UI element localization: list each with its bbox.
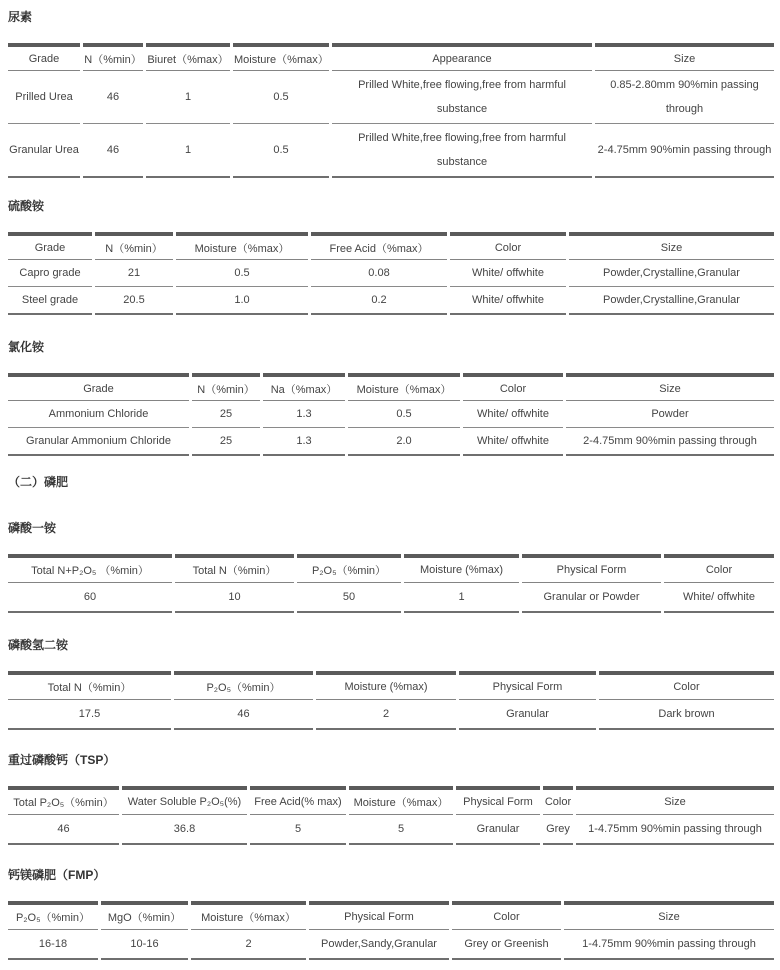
table-cell: Prilled White,free flowing,free from harmful substance — [332, 124, 592, 178]
table-cell: 0.5 — [233, 71, 329, 124]
table-cell: 16-18 — [8, 930, 98, 960]
table-cell: 0.5 — [176, 260, 308, 287]
section-dap — [5, 637, 780, 730]
table-cell: Steel grade — [8, 287, 92, 315]
section-title-ammonium-sulfate: 硫酸铵 — [8, 199, 45, 213]
table-cell: 2-4.75mm 90%min passing through — [595, 124, 774, 178]
map-table — [5, 554, 777, 613]
table-cell: 2-4.75mm 90%min passing through — [566, 428, 774, 456]
ammonium-sulfate-table — [5, 232, 777, 315]
table-cell: 1 — [146, 124, 230, 178]
column-header: Physical Form — [456, 786, 540, 815]
column-header: Moisture (%max) — [404, 554, 519, 583]
column-header: Total N（%min） — [8, 671, 171, 700]
table-cell: 1 — [146, 71, 230, 124]
table-cell: White/ offwhite — [463, 428, 563, 456]
table-row — [8, 583, 774, 613]
table-cell: 0.85-2.80mm 90%min passing through — [595, 71, 774, 124]
table-cell: 60 — [8, 583, 172, 613]
table-cell: 10-16 — [101, 930, 188, 960]
column-header: Free Acid（%max） — [311, 232, 447, 260]
table-cell: 1-4.75mm 90%min passing through — [564, 930, 774, 960]
column-header: Grade — [8, 373, 189, 401]
urea-table — [5, 43, 777, 178]
table-cell: 1.3 — [263, 401, 345, 428]
table-cell: 46 — [83, 124, 143, 178]
section-title-tsp: 重过磷酸钙（TSP） — [8, 753, 116, 767]
table-cell: 50 — [297, 583, 401, 613]
column-header: N（%min） — [192, 373, 260, 401]
column-header: Size — [566, 373, 774, 401]
section-fmp — [5, 867, 780, 960]
section-ammonium-sulfate — [5, 198, 780, 315]
section-title-urea: 尿素 — [8, 10, 33, 24]
column-header: Color — [463, 373, 563, 401]
table-cell: White/ offwhite — [450, 260, 566, 287]
table-row — [8, 71, 774, 124]
tsp-table — [5, 786, 777, 845]
table-cell: Prilled Urea — [8, 71, 80, 124]
column-header: Grade — [8, 232, 92, 260]
table-cell: Granular Urea — [8, 124, 80, 178]
column-header: Moisture（%max） — [348, 373, 460, 401]
column-header: Moisture（%max） — [191, 901, 306, 930]
table-cell: Ammonium Chloride — [8, 401, 189, 428]
column-header: Moisture（%max） — [233, 43, 329, 71]
table-row — [8, 428, 774, 456]
section-map — [5, 520, 780, 613]
fmp-table — [5, 901, 777, 960]
column-header: Size — [569, 232, 774, 260]
table-cell: 20.5 — [95, 287, 173, 315]
column-header: Size — [576, 786, 774, 815]
column-header: P₂O₅（%min） — [8, 901, 98, 930]
column-header: Na（%max） — [263, 373, 345, 401]
table-cell: 25 — [192, 428, 260, 456]
table-cell: Dark brown — [599, 700, 774, 730]
table-cell: Grey — [543, 815, 573, 845]
table-cell: 46 — [8, 815, 119, 845]
column-header: Physical Form — [309, 901, 449, 930]
table-cell: 46 — [174, 700, 313, 730]
column-header: Moisture（%max） — [176, 232, 308, 260]
column-header: P₂O₅（%min） — [174, 671, 313, 700]
header-row — [8, 671, 774, 700]
table-cell: 0.08 — [311, 260, 447, 287]
section-title-fmp: 钙镁磷肥（FMP） — [8, 868, 106, 882]
section-title-map: 磷酸一铵 — [8, 521, 57, 535]
table-cell: 1 — [404, 583, 519, 613]
dap-table — [5, 671, 777, 730]
table-cell: Granular or Powder — [522, 583, 661, 613]
ammonium-chloride-table — [5, 373, 777, 456]
table-cell: Powder,Crystalline,Granular — [569, 287, 774, 315]
table-cell: 1.3 — [263, 428, 345, 456]
table-cell: 17.5 — [8, 700, 171, 730]
column-header: Grade — [8, 43, 80, 71]
column-header: N（%min） — [95, 232, 173, 260]
phosphate-section-heading: （二）磷肥 — [8, 475, 69, 489]
table-cell: 10 — [175, 583, 294, 613]
table-cell: 0.2 — [311, 287, 447, 315]
table-row — [8, 124, 774, 178]
table-cell: 46 — [83, 71, 143, 124]
header-row — [8, 786, 774, 815]
table-cell: 2 — [316, 700, 456, 730]
table-cell: Powder,Crystalline,Granular — [569, 260, 774, 287]
column-header: Color — [599, 671, 774, 700]
table-row — [8, 700, 774, 730]
column-header: Biuret（%max） — [146, 43, 230, 71]
column-header: Moisture（%max） — [349, 786, 453, 815]
table-cell: Granular Ammonium Chloride — [8, 428, 189, 456]
table-cell: 1.0 — [176, 287, 308, 315]
column-header: P₂O₅（%min） — [297, 554, 401, 583]
table-cell: White/ offwhite — [664, 583, 774, 613]
table-cell: 36.8 — [122, 815, 247, 845]
table-cell: White/ offwhite — [463, 401, 563, 428]
header-row — [8, 43, 774, 71]
header-row — [8, 232, 774, 260]
table-cell: 2.0 — [348, 428, 460, 456]
table-cell: Capro grade — [8, 260, 92, 287]
table-cell: 0.5 — [233, 124, 329, 178]
table-row — [8, 930, 774, 960]
header-row — [8, 901, 774, 930]
header-row — [8, 554, 774, 583]
table-cell: 0.5 — [348, 401, 460, 428]
table-row — [8, 260, 774, 287]
table-cell: 5 — [250, 815, 346, 845]
column-header: Color — [450, 232, 566, 260]
column-header: Total N（%min） — [175, 554, 294, 583]
table-cell: 21 — [95, 260, 173, 287]
table-cell: Powder — [566, 401, 774, 428]
header-row — [8, 373, 774, 401]
table-cell: Granular — [459, 700, 596, 730]
table-cell: 1-4.75mm 90%min passing through — [576, 815, 774, 845]
column-header: Size — [595, 43, 774, 71]
column-header: Total N+P₂O₅ （%min） — [8, 554, 172, 583]
column-header: Color — [543, 786, 573, 815]
column-header: Total P₂O₅（%min） — [8, 786, 119, 815]
section-tsp — [5, 752, 780, 845]
table-cell: 2 — [191, 930, 306, 960]
column-header: Free Acid(% max) — [250, 786, 346, 815]
column-header: Color — [664, 554, 774, 583]
section-title-ammonium-chloride: 氯化铵 — [8, 340, 45, 354]
table-row — [8, 815, 774, 845]
section-title-dap: 磷酸氢二铵 — [8, 638, 69, 652]
table-cell: 25 — [192, 401, 260, 428]
column-header: Size — [564, 901, 774, 930]
table-cell: 5 — [349, 815, 453, 845]
table-cell: Powder,Sandy,Granular — [309, 930, 449, 960]
column-header: Physical Form — [459, 671, 596, 700]
column-header: N（%min） — [83, 43, 143, 71]
table-row — [8, 287, 774, 315]
table-row — [8, 401, 774, 428]
table-cell: Grey or Greenish — [452, 930, 561, 960]
section-urea — [5, 9, 780, 178]
table-cell: Granular — [456, 815, 540, 845]
column-header: Water Soluble P₂O₅(%) — [122, 786, 247, 815]
table-cell: Prilled White,free flowing,free from harmful substance — [332, 71, 592, 124]
table-cell: White/ offwhite — [450, 287, 566, 315]
column-header: MgO（%min） — [101, 901, 188, 930]
column-header: Physical Form — [522, 554, 661, 583]
column-header: Appearance — [332, 43, 592, 71]
column-header: Color — [452, 901, 561, 930]
column-header: Moisture (%max) — [316, 671, 456, 700]
section-ammonium-chloride — [5, 339, 780, 456]
